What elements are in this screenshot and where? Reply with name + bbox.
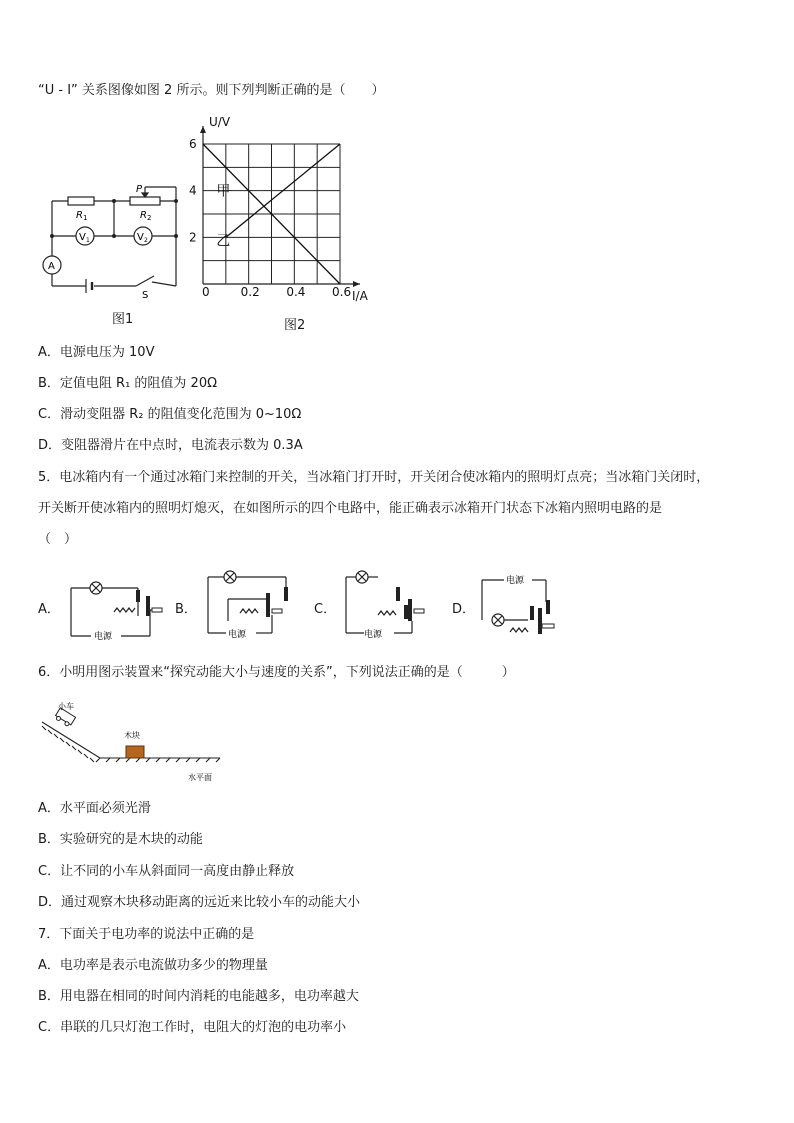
voltmeter-v2-subscript: 2 xyxy=(144,237,148,244)
x-axis-arrow xyxy=(353,281,360,287)
r2-label: R xyxy=(140,210,147,221)
q7-option-b: B．用电器在相同的时间内消耗的电能越多，电功率越大 xyxy=(38,989,359,1004)
q5-circuit-b xyxy=(200,565,300,640)
q5-stem-line-3: （ ） xyxy=(38,532,78,547)
figure-1-caption: 图1 xyxy=(112,312,134,327)
switch-label: S xyxy=(142,290,149,301)
q4-option-c: C．滑动变阻器 R₂ 的阻值变化范围为 0~10Ω xyxy=(38,407,302,422)
ammeter-label: A xyxy=(48,261,55,272)
y-tick-label: 4 xyxy=(189,183,197,198)
q4-option-a: A．电源电压为 10V xyxy=(38,345,155,360)
y-tick-label: 6 xyxy=(189,137,197,151)
q5-stem-line-2: 开关断开使冰箱内的照明灯熄灭，在如图所示的四个电路中，能正确表示冰箱开门状态下冰箱内照明电路的是 xyxy=(38,501,663,516)
q5-stem-line-1: 5．电冰箱内有一个通过冰箱门来控制的开关，当冰箱门打开时，开关闭合使冰箱内的照明灯点亮；当冰箱门关闭时， xyxy=(38,470,710,485)
slider-label: P xyxy=(136,184,143,195)
horizontal-plane-label: 水平面 xyxy=(188,773,212,782)
circuit-figure-1 xyxy=(38,178,188,328)
voltmeter-v2-label: V xyxy=(137,232,144,243)
y-tick-label: 2 xyxy=(189,230,197,245)
q5-choice-b-label: B． xyxy=(175,602,197,617)
q7-stem: 7．下面关于电功率的说法中正确的是 xyxy=(38,927,255,942)
q5-circuit-c xyxy=(338,565,438,640)
q6-option-a: A．水平面必须光滑 xyxy=(38,801,151,816)
y-axis-arrow xyxy=(200,126,206,133)
figure-2-caption: 图2 xyxy=(284,318,306,333)
series-label-jia: 甲 xyxy=(216,183,231,200)
q5-b-power-label: 电源 xyxy=(228,630,247,640)
voltmeter-v1-label: V xyxy=(79,232,86,243)
q5-choice-c-label: C． xyxy=(314,602,337,617)
x-tick-label: 0.2 xyxy=(240,285,260,299)
x-tick-label: 0 xyxy=(202,285,210,299)
q4-option-d: D．变阻器滑片在中点时，电流表示数为 0.3A xyxy=(38,438,303,453)
x-axis-title: I/A xyxy=(352,289,368,303)
voltmeter-v1-subscript: 1 xyxy=(86,237,90,244)
q5-circuit-d xyxy=(476,572,566,642)
q5-a-power-label: 电源 xyxy=(94,632,113,640)
q7-option-a: A．电功率是表示电流做功多少的物理量 xyxy=(38,958,268,973)
q5-choice-d-label: D． xyxy=(452,602,476,617)
x-tick-label: 0.6 xyxy=(332,285,352,299)
q6-stem: 6．小明用图示装置来“探究动能大小与速度的关系”，下列说法正确的是（ ） xyxy=(38,665,515,680)
q7-option-c: C．串联的几只灯泡工作时，电阻大的灯泡的电功率小 xyxy=(38,1020,347,1035)
q5-choice-a-label: A． xyxy=(38,602,60,617)
car-label: 小车 xyxy=(58,702,74,711)
r2-subscript: 2 xyxy=(147,214,152,222)
q5-d-power-label: 电源 xyxy=(506,576,525,586)
y-axis-title: U/V xyxy=(209,115,231,129)
x-tick-label: 0.4 xyxy=(286,285,306,299)
q6-ramp-figure xyxy=(38,700,228,785)
ui-chart xyxy=(185,112,385,312)
series-label-yi: 乙 xyxy=(216,233,231,250)
q6-option-d: D．通过观察木块移动距离的远近来比较小车的动能大小 xyxy=(38,895,361,910)
circuit-diagram xyxy=(38,178,188,328)
q4-option-b: B．定值电阻 R₁ 的阻值为 20Ω xyxy=(38,376,218,391)
q5-circuit-a xyxy=(66,570,166,640)
q6-option-b: B．实验研究的是木块的动能 xyxy=(38,832,203,847)
r1-subscript: 1 xyxy=(83,214,88,222)
q5-c-power-label: 电源 xyxy=(364,630,383,640)
q6-option-c: C．让不同的小车从斜面同一高度由静止释放 xyxy=(38,864,295,879)
ui-chart-svg xyxy=(185,112,385,312)
block-label: 木块 xyxy=(124,731,140,740)
q4-intro: “U - I” 关系图像如图 2 所示。则下列判断正确的是（ ） xyxy=(38,83,385,98)
r1-label: R xyxy=(76,210,83,221)
